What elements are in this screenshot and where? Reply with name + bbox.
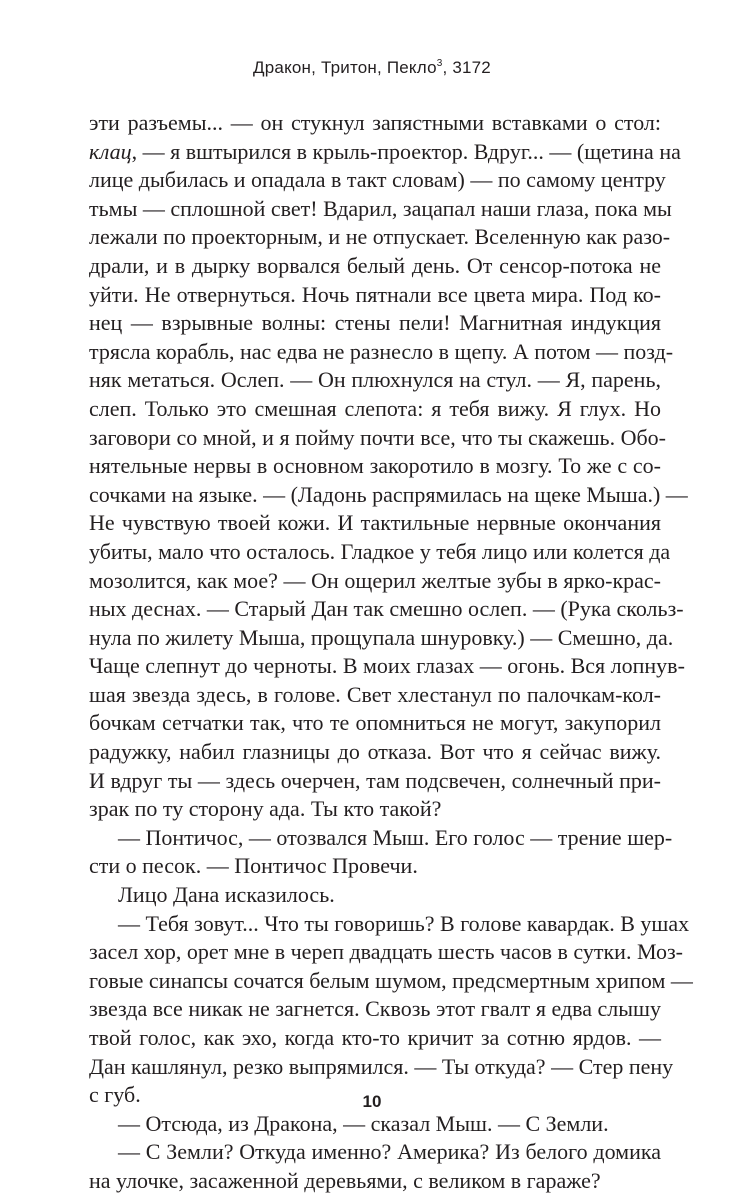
text-line: нула по жилету Мыша, прощупала шнуровку.) — Смешно, да. [89, 624, 674, 650]
text-line: — С Земли? Откуда именно? Америка? Из белого домика [118, 1139, 661, 1165]
text-line: клац, — я вштырился в крыль-проектор. Вдруг... — (щетина на [89, 138, 681, 164]
text-line: лице дыбилась и опадала в такт словам) — по самому центру [89, 167, 666, 193]
text-line: И вдруг ты — здесь очерчен, там подсвечен, солнечный при- [89, 767, 661, 793]
running-head-suffix: , 3172 [442, 58, 491, 77]
running-head-title: Дракон, Тритон, Пекло [253, 58, 437, 77]
text-line: нец — взрывные волны: стены пели! Магнитная индукция [89, 310, 661, 336]
text-line: ных деснах. — Старый Дан так смешно ослеп. — (Рука скольз- [89, 596, 684, 622]
text-line: сти о песок. — Понтичос Провечи. [89, 853, 418, 879]
text-line: трясла корабль, нас едва не разнесло в щепу. А потом — позд- [89, 338, 674, 364]
text-line: няк метаться. Ослеп. — Он плюхнулся на стул. — Я, парень, [89, 367, 661, 393]
text-line: бочкам сетчатки так, что те опомниться не могут, закупорил [89, 710, 661, 736]
text-line: — Тебя зовут... Что ты говоришь? В голове кавардак. В ушах [118, 910, 690, 936]
text-line: нятельные нервы в основном закоротило в мозгу. То же с со- [89, 453, 661, 479]
text-line: на улочке, засаженной деревьями, с великом в гараже? [89, 1167, 601, 1193]
text-line: эти разъемы... — он стукнул запястными вставками о стол: [89, 110, 661, 135]
text-line: тьмы — сплошной свет! Вдарил, зацапал наши глаза, пока мы [89, 195, 672, 221]
text-line: драли, и в дырку ворвался белый день. От сенсор-потока не [89, 252, 661, 278]
text-line: Не чувствую твоей кожи. И тактильные нервные окончания [89, 510, 661, 536]
running-head [0, 58, 744, 78]
text-line: засел хор, орет мне в череп двадцать шесть часов в сутки. Моз- [89, 939, 683, 965]
text-line: убиты, мало что осталось. Гладкое у тебя лицо или колется да [89, 538, 671, 564]
text-line: говые синапсы сочатся белым шумом, предсмертным хрипом — [89, 967, 693, 993]
text-line: лежали по проекторным, и не отпускает. Вселенную как разо- [89, 224, 671, 250]
text-line: уйти. Не отвернуться. Ночь пятнали все цвета мира. Под ко- [89, 281, 661, 307]
text-line: заговори со мной, и я пойму почти все, что ты скажешь. Обо- [89, 424, 666, 450]
page-number: 10 [362, 1092, 382, 1111]
text-line: сочками на языке. — (Ладонь распрямилась на щеке Мыша.) — [89, 481, 688, 507]
running-head-superscript: 3 [436, 58, 443, 69]
text-line: твой голос, как эхо, когда кто-то кричит за сотню ярдов. — [89, 1025, 661, 1050]
text-line: — Понтичос, — отозвался Мыш. Его голос — трение шер- [118, 824, 673, 850]
text-line: слеп. Только это смешная слепота: я тебя вижу. Я глух. Но [89, 395, 661, 421]
text-line: радужку, набил глазницы до отказа. Вот что я сейчас вижу. [89, 739, 661, 765]
text-line: зрак по ту сторону ада. Ты кто такой? [89, 796, 442, 822]
text-line: звезда все никак не загнется. Сквозь этот гвалт я едва слышу [89, 996, 661, 1022]
text-line: шая звезда здесь, в голове. Свет хлестанул по палочкам-кол- [89, 681, 661, 707]
text-line: Дан кашлянул, резко выпрямился. — Ты откуда? — Стер пену [89, 1053, 674, 1079]
text-line: Чаще слепнут до черноты. В моих глазах — огонь. Вся лопнув- [89, 653, 685, 679]
text-line: Лицо Дана исказилось. [118, 882, 335, 908]
body-text [89, 109, 693, 1196]
text-line: с губ. [89, 1082, 141, 1108]
text-line: мозолится, как мое? — Он ощерил желтые зубы в ярко-крас- [89, 567, 661, 593]
text-line: — Отсюда, из Дракона, — сказал Мыш. — С Земли. [118, 1110, 609, 1136]
